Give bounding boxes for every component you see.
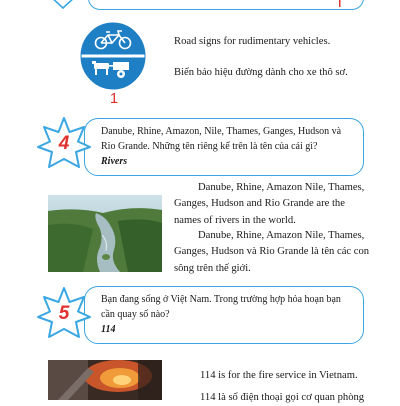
- previous-question-box: [88, 0, 364, 10]
- rudimentary-vehicle-sign-icon: [80, 22, 146, 90]
- question-4-box: [84, 118, 364, 176]
- star-icon: [48, 0, 78, 10]
- river-image: [48, 195, 162, 272]
- question-4-answer: Rivers: [101, 156, 128, 167]
- red-mark: [338, 0, 342, 8]
- question-5-info-vi: 114 là số điện thoại gọi cơ quan phòng: [200, 392, 365, 403]
- question-4-text: Danube, Rhine, Amazon, Nile, Thames, Ganges, Hudson và Rio Grande. Những tên riêng kể trên là tên của cái gì?: [101, 126, 342, 152]
- question-5-box: [84, 286, 364, 344]
- fire-photo: [48, 360, 162, 400]
- question-5-text: Bạn đang sống ở Việt Nam. Trong trường hợp hỏa hoạn bạn cần quay số nào?: [101, 294, 341, 320]
- question-5-number: 5: [58, 303, 70, 324]
- question-4-info-vi: Danube, Rhine, Amazon Nile, Thames, Ganges, Hudson và Rio Grande là tên các con sông trên thế giới.: [174, 230, 370, 274]
- sign-caption-en: Road signs for rudimentary vehicles.: [174, 36, 331, 47]
- question-5-badge: [36, 286, 92, 342]
- question-5-answer: 114: [101, 324, 116, 335]
- question-5-info-en: 114 is for the fire service in Vietnam.: [200, 370, 358, 381]
- sign-caption-vi: Biển báo hiệu đường dành cho xe thô sơ.: [174, 67, 348, 78]
- river-photo: [48, 195, 162, 272]
- question-4-number: 4: [58, 133, 70, 154]
- sign-number: 1: [109, 90, 119, 107]
- question-4-badge: [36, 116, 92, 172]
- question-4-info-en: Danube, Rhine, Amazon Nile, Thames, Ganges, Hudson and Rio Grande are the names of rivers in the world.: [174, 182, 365, 226]
- fire-image: [48, 360, 162, 400]
